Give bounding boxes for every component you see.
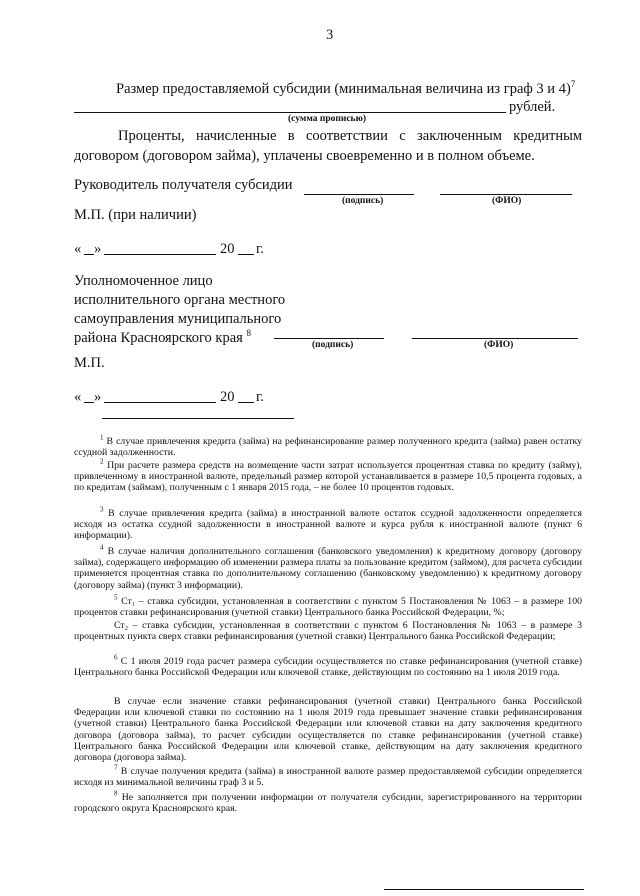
bottom-edge-line (384, 889, 584, 890)
stamp-label-2: М.П. (74, 355, 105, 371)
footnote-6: $^6$ С 1 июля 2019 года расчет размера субсидии осуществляется по ставке рефинансирования (учетной ставке) Центрального банка Российской Федерации или ключевой ставке, действующим по состоянию на 1 июля 2019 года. (74, 653, 582, 679)
recipient-name-line[interactable] (440, 194, 572, 195)
date-day-field-2[interactable] (84, 402, 94, 403)
subsidy-title-footnote-ref: 7 (570, 79, 576, 90)
sum-in-words-caption: (сумма прописью) (288, 114, 366, 124)
authorized-line-4: района Красноярского края $^8$ (74, 328, 251, 346)
date-month-field-2[interactable] (104, 402, 216, 403)
stamp-label-1: М.П. (при наличии) (74, 207, 197, 223)
recipient-head-label: Руководитель получателя субсидии (74, 177, 293, 193)
authorized-person-block (74, 272, 285, 348)
footnote-5: $^5$ Ст₁ – ставка субсидии, установленная в соответствии с пунктом 5 Постановления № 1063 – в размере 100 процентов ставки рефинансирования (учетной ставки) Центрального банка Российской Федерации, %; (74, 593, 582, 619)
recipient-signature-caption: (подпись) (342, 196, 384, 206)
authorized-line-3: самоуправления муниципального (74, 311, 282, 327)
footnote-7: $^7$ В случае получения кредита (займа) в иностранной валюте размер предоставляемой субсидии определяется исходя из минимальной величины граф 3 и 5. (74, 763, 583, 789)
footnote-4: $^4$ В случае наличия дополнительного соглашения (банковского уведомления) к кредитному договору (договору займа), содержащего информацию об изменении размера платы за пользование кредитом (займом), для расчета субсидии применяется процентная ставка по дополнительному соглашению (банковскому уведомлению) к кредитному договору (договору займа) (пункт 3 информации). (74, 543, 583, 591)
authorized-name-line[interactable] (412, 338, 578, 339)
date-month-field-1[interactable] (104, 254, 216, 255)
date-open-quote-1: « (74, 241, 82, 257)
date-close-quote-1: » (94, 241, 102, 257)
page-number: 3 (326, 27, 334, 43)
date-year-suffix-2: г. (256, 389, 264, 405)
recipient-name-caption: (ФИО) (492, 196, 522, 206)
footnote-1: $^1$ В случае привлечения кредита (займа) на рефинансирование размер полученного кредита (займа) равен остатку ссудной задолженности. (74, 433, 583, 459)
date-day-field-1[interactable] (84, 254, 94, 255)
date-year-prefix-2: 20 (220, 389, 235, 405)
date-close-quote-2: » (94, 389, 102, 405)
recipient-signature-line[interactable] (304, 194, 414, 195)
footnote-2: $^2$ При расчете размера средств на возмещение части затрат используется процентная ставка по кредиту (займу), привлеченному в иностранной валюте, предельный размер которой устанавливается в размере 10,5 процента годовых, а по кредитам (займам), полученным с 1 января 2015 года, – не более 10 процентов годовых. (74, 457, 583, 494)
footnote-separator (102, 418, 294, 419)
date-year-field-1[interactable] (238, 254, 254, 255)
date-year-field-2[interactable] (238, 402, 254, 403)
footnote-5-continued: Ст₂ – ставка субсидии, установленная в соответствии с пунктом 6 Постановления № 1063 – в размере 3 процентных пункта сверх ставки рефинансирования (учетной ставки) Центрального банка Российской Федерации; (74, 620, 582, 643)
date-year-suffix-1: г. (256, 241, 264, 257)
date-open-quote-2: « (74, 389, 82, 405)
authorized-signature-caption: (подпись) (312, 340, 354, 350)
authorized-name-caption: (ФИО) (484, 340, 514, 350)
date-year-prefix-1: 20 (220, 241, 235, 257)
footnote-3: $^3$ В случае привлечения кредита (займа) в иностранной валюте остаток ссудной задолженности определяется исходя из остатка ссудной задолженности в иностранной валюте и курса рубля к иностранной валюте (пункт 6 информации). (74, 505, 582, 542)
authorized-footnote-ref: 8 (246, 328, 251, 339)
subsidy-title: Размер предоставляемой субсидии (минимальная величина из граф 3 и 4)$^7$ (116, 79, 576, 97)
footnote-6-continued: В случае если значение ставки рефинансирования (учетной ставки) Центрального банка Российской Федерации или ключевой ставки по состоянию на 1 июля 2019 года превышает значение ставки рефинансирования (учетной ставки) Центрального банка Российской Федерации или ключевой ставки на дату заключения кредитного договора (договора займа), то расчет субсидии осуществляется по ставке рефинансирования (учетной ставке) Центрального банка Российской Федерации или ключевой ставке, действующим на дату заключения кредитного договора (договора займа). (74, 696, 582, 764)
authorized-line-1: Уполномоченное лицо (74, 273, 213, 289)
authorized-signature-line[interactable] (274, 338, 384, 339)
sum-in-words-line[interactable] (74, 112, 506, 113)
authorized-line-2: исполнительного органа местного (74, 292, 286, 308)
interest-paragraph: Проценты, начисленные в соответствии с заключенным кредитным договором (договором займа), уплачены своевременно и в полном объеме. (74, 128, 582, 164)
currency-label: рублей. (509, 99, 556, 115)
footnote-8: $^8$ Не заполняется при получении информации от получателя субсидии, зарегистрированного на территории городского округа Красноярского края. (74, 789, 583, 815)
